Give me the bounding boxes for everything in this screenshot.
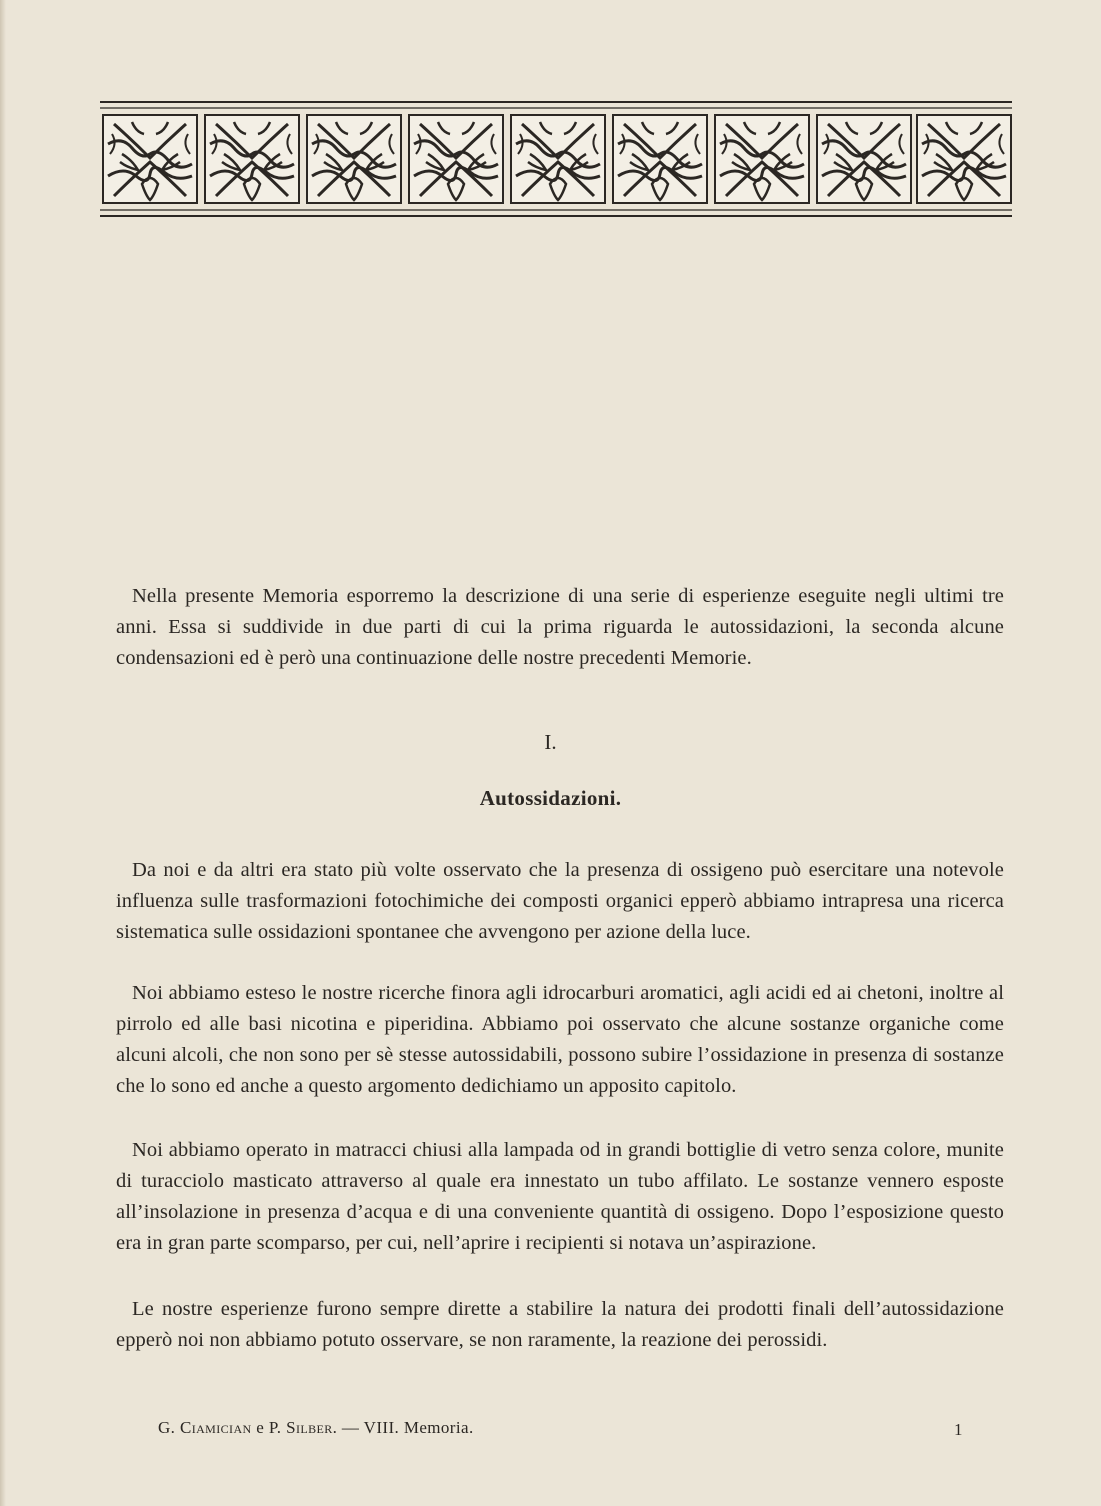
footer-memoir: . — VIII. Memoria.	[332, 1418, 474, 1437]
running-footer	[158, 1418, 474, 1438]
footer-connector: e	[251, 1418, 269, 1437]
body-paragraph: Noi abbiamo operato in matracci chiusi alla lampada od in grandi bottiglie di vetro senza colore, munite di turacciolo masticato attraverso al quale era innestato un tubo affilato. Le sostanze vennero esposte all’insolazione in presenza d’acqua e di una conveniente quantità di ossigeno. Dopo l’esposizione questo era in gran parte scomparso, per cui, nell’aprire i recipienti si notava un’aspirazione.	[116, 1139, 1004, 1254]
ornamental-header-banner	[100, 100, 1012, 218]
body-paragraph: Da noi e da altri era stato più volte osservato che la presenza di ossigeno può esercitare una notevole influenza sulle trasformazioni fotochimiche dei composti organici epperò abbiamo intrapresa una ricerca sistematica sulle ossidazioni spontanee che avvengono per azione della luce.	[116, 859, 1004, 943]
footer-author-1: G. Ciamician	[158, 1418, 252, 1437]
footer-author-2: P. Silber	[268, 1418, 333, 1437]
body-paragraph: Noi abbiamo esteso le nostre ricerche finora agli idrocarburi aromatici, agli acidi ed ai chetoni, inoltre al pirrolo ed alle basi nicotina e piperidina. Abbiamo poi osservato che alcune sostanze organiche come alcuni alcoli, che non sono per sè stesse autossidabili, possono subire l’ossidazione in presenza di sostanze che lo sono ed anche a questo argomento dedichiamo un apposito capitolo.	[116, 982, 1004, 1097]
intro-paragraph: Nella presente Memoria esporremo la descrizione di una serie di esperienze eseguite negli ultimi tre anni. Essa si suddivide in due parti di cui la prima riguarda le autossidazioni, la seconda alcune condensazioni ed è però una continuazione delle nostre precedenti Memorie.	[116, 585, 1004, 669]
section-title: Autossidazioni.	[479, 786, 622, 810]
section-number: I.	[544, 730, 557, 754]
page-number: 1	[954, 1420, 963, 1439]
body-paragraph: Le nostre esperienze furono sempre dirette a stabilire la natura dei prodotti finali dell’autossidazione epperò noi non abbiamo potuto osservare, se non raramente, la reazione dei perossidi.	[116, 1298, 1004, 1351]
